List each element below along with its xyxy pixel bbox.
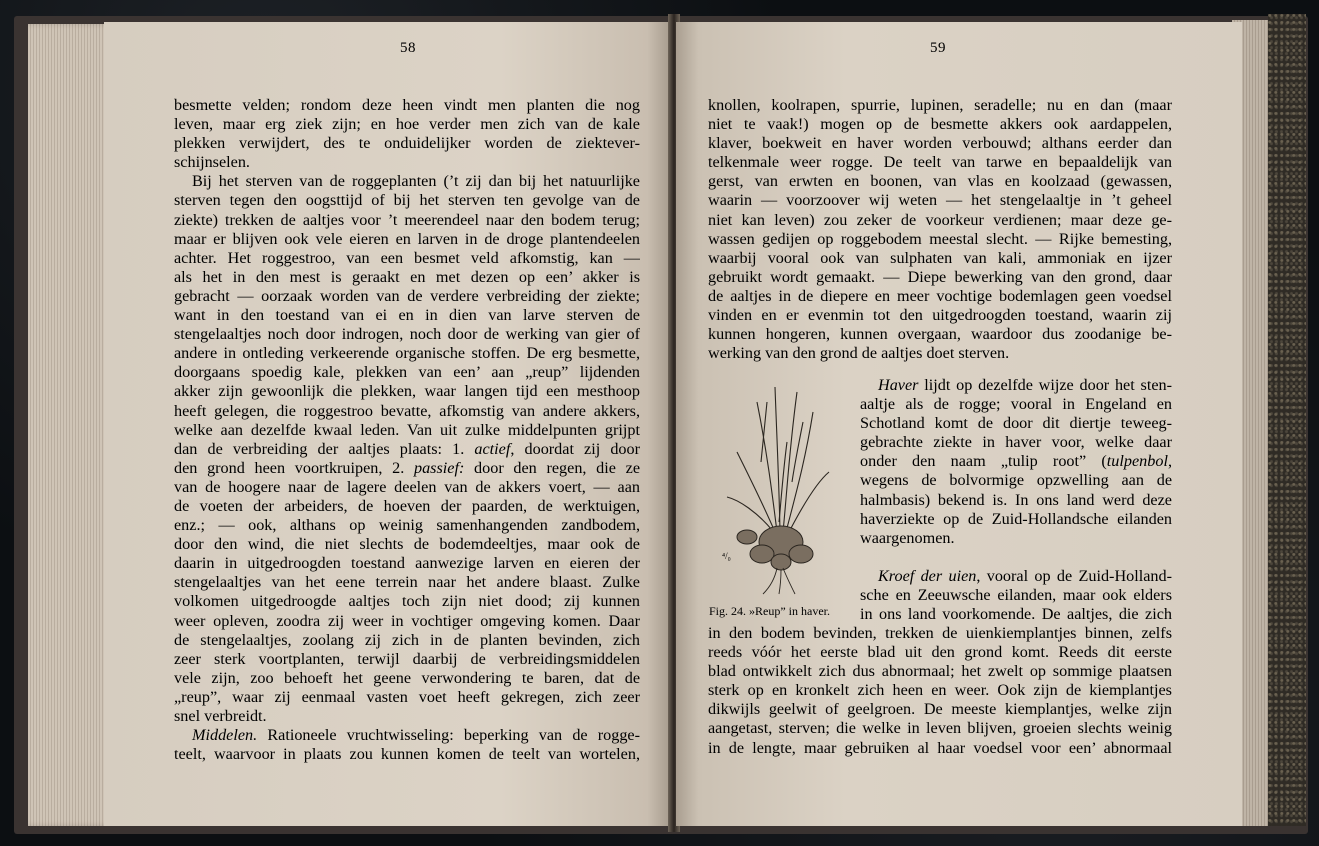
italic-term: Haver <box>878 376 919 394</box>
plant-base <box>737 526 813 570</box>
page-number-right: 59 <box>930 40 946 56</box>
text-line: enz.; — ook, althans op weinig samenhangenden zandbodem, <box>174 516 640 535</box>
kroef-paragraph-start <box>860 567 1172 624</box>
text-line: wassen gedijen op roggebodem meestal slecht. — Rijke bemesting, <box>708 229 1172 248</box>
text-line <box>174 459 640 478</box>
text-line: gebruikt wordt gemaakt. — Diepe bewerking van den grond, daar <box>708 267 1172 286</box>
text-fragment: onder den naam „tulip root” ( <box>860 452 1107 471</box>
text-line: in de lengte, maar gebruiken al haar voedsel voor een’ abnormaal <box>708 738 1172 757</box>
text-fragment: , <box>1167 452 1172 471</box>
text-line: stengelaaltjes noch door indrogen, noch door de werking van gier of <box>174 325 640 344</box>
text-line: werking van den grond de aaltjes doet sterven. <box>708 344 1010 363</box>
page-number-left: 58 <box>400 40 416 56</box>
text-line: ziekte) trekken de aaltjes voor ’t meerendeel naar den bodem terug; <box>174 210 640 229</box>
text-line: aangetast, sterven; die welke in leven blijven, groeien slechts weinig <box>708 719 1172 738</box>
text-line: maar er blijven ook vele eieren en larven in de droge plantendeelen <box>174 229 640 248</box>
kroef-paragraph-rest <box>708 624 1172 758</box>
italic-term: actief <box>474 439 511 458</box>
text-fragment: den grond heen voortkruipen, 2. <box>174 458 405 477</box>
text-fragment: , doordat zij door <box>510 439 640 458</box>
text-line: schijnselen. <box>174 153 250 172</box>
text-line: sterven tegen den oogsttijd of bij het sterven ten gevolge van de <box>174 191 640 210</box>
text-line: waarin — voorzoover wij weten — het stengelaaltje in ’t geheel <box>708 191 1172 210</box>
text-line: wegens de bolvormige opzwelling aan de <box>860 471 1172 490</box>
italic-term: tulpenbol <box>1106 452 1168 471</box>
italic-term: Middelen. <box>192 726 258 745</box>
text-line: aaltje als de rogge; vooral in Engeland en <box>860 395 1172 414</box>
text-line: telkenmale weer rogge. De teelt van tarwe en bepaaldelijk van <box>708 153 1172 172</box>
text-line: kunnen hongeren, kunnen overgaan, waardoor dus zoodanige be- <box>708 325 1172 344</box>
text-fragment: , vooral op de Zuid-Holland- <box>976 567 1172 585</box>
right-page-text-top <box>708 96 1172 363</box>
text-line: welke aan dezelfde kwaal leden. Van uit zulke middelpunten grijpt <box>174 420 640 439</box>
left-page-text <box>174 96 640 764</box>
text-line: sterk op en kronkelt zich heen en weer. Ook zijn de kiemplantjes <box>708 681 1172 700</box>
text-fragment: Rationeele vruchtwisseling: beperking van de rogge- <box>267 726 640 745</box>
text-line <box>860 567 1172 586</box>
text-line: in ons land voorkomende. De aaltjes, die zich <box>860 605 1172 624</box>
text-line: reeds vóór het eerste blad uit den grond komt. Reeds dit eerste <box>708 643 1172 662</box>
text-line: teelt, waarvoor in plaats zou kunnen komen de teelt van wortelen, <box>174 745 640 764</box>
plant-roots <box>763 568 795 594</box>
text-line: knollen, koolrapen, spurrie, lupinen, seradelle; nu en dan (maar <box>708 96 1172 114</box>
text-fragment: door den regen, die ze <box>464 458 640 477</box>
text-line: Schotland komt de door dit diertje teweeg- <box>860 414 1172 433</box>
text-line: achter. Het roggestroo, van een besmet veld afkomstig, kan — <box>174 248 640 267</box>
oat-plant-illustration <box>717 382 849 596</box>
text-line: vele zijn, zoo behoeft het geene verwondering te baren, dat de <box>174 668 640 687</box>
text-line: sche en Zeeuwsche eilanden, maar ook elders <box>860 586 1172 605</box>
text-line: daarin in uitgedroogden toestand aanwezige larven en eieren der <box>174 554 640 573</box>
text-line: waargenomen. <box>860 528 955 547</box>
text-line: gebracht — oorzaak worden van de verdere verbreiding der ziekte; <box>174 286 640 305</box>
marbled-cover-edge <box>1268 14 1306 826</box>
text-line: blad ontwikkelt zich dus abnormaal; het zwelt op sommige plaatsen <box>708 662 1172 681</box>
text-line: snel verbreidt. <box>174 707 267 725</box>
text-line: plekken verwijdert, des te onduidelijker worden de ziektever- <box>174 134 640 153</box>
figure-label: ⁴/₀ <box>722 551 731 561</box>
text-line <box>860 376 1172 395</box>
text-line: „reup”, waar zij eenmaal vasten voet heeft gekregen, zich zeer <box>174 687 640 706</box>
haver-paragraph <box>860 376 1172 548</box>
text-line: halmbasis) bekend is. In ons land werd deze <box>860 490 1172 509</box>
text-line: als het in den mest is geraakt en met dezen op een’ akker is <box>174 267 640 286</box>
text-line: doorgaans spoedig kale, plekken van een’ aan „reup” lijdenden <box>174 363 640 382</box>
text-line: andere in ontleding verkeerende organische stoffen. De erg besmette, <box>174 344 640 363</box>
text-line: gebrachte ziekte in haver voor, welke daar <box>860 433 1172 452</box>
text-line <box>860 452 1172 471</box>
text-line: niet kan leven) zou zeker de voorkeur verdienen; maar deze ge- <box>708 210 1172 229</box>
text-fragment: lijdt op dezelfde wijze door het sten- <box>918 376 1172 394</box>
text-line: want in den toestand van ei en in dien van larve sterven de <box>174 306 640 325</box>
text-line: Bij het sterven van de roggeplanten (’t zij dan bij het natuurlijke <box>192 172 640 191</box>
text-line: door den wind, die niet slechts de bodemdeeltjes, maar ook de <box>174 535 640 554</box>
text-line: de voeten der arbeiders, de hoeven der paarden, de werktuigen, <box>174 496 640 515</box>
text-line <box>174 440 640 459</box>
text-line: waarbij vooral ook van sulphaten van kali, ammoniak en ijzer <box>708 248 1172 267</box>
text-line <box>174 726 640 745</box>
text-line: gerst, van erwten en boonen, van vlas en koolzaad (gewassen, <box>708 172 1172 191</box>
text-line: besmette velden; rondom deze heen vindt men planten die nog <box>174 96 640 114</box>
figure-caption: Fig. 24. »Reup” in haver. <box>709 604 830 618</box>
text-line: weer opleven, zoodra zij weer in vochtiger omgeving komen. Daar <box>174 611 640 630</box>
text-line: akker zijn gewoonlijk die plekken, waar langen tijd een mesthoop <box>174 382 640 401</box>
text-line: klaver, boekweit en haver worden verbouwd; althans eerder dan <box>708 134 1172 153</box>
italic-term: passief: <box>413 458 465 477</box>
text-line: van de hoogere naar de lagere deelen van de akkers voert, — aan <box>174 477 640 496</box>
plant-leaves <box>727 387 829 532</box>
text-line: niet te vaak!) mogen op de besmette akkers ook aardappelen, <box>708 115 1172 134</box>
text-line: dikwijls geelwit of geelgroen. De meeste kiemplantjes, welke zijn <box>708 700 1172 719</box>
text-line: de aaltjes in de diepere en meer vochtige bodemlagen geen voedsel <box>708 286 1172 305</box>
text-line: vinden en er evenmin tot den uitgedroogden toestand, waarin zij <box>708 306 1172 325</box>
text-line: zeer sterk voortplanten, terwijl daarbij de verbreidingsmiddelen <box>174 649 640 668</box>
text-fragment: dan de verbreiding der aaltjes plaats: 1. <box>174 439 465 458</box>
text-line: volkomen uitgedroogde aaltjes toch zijn niet dood; zij kunnen <box>174 592 640 611</box>
text-line: leven, maar erg ziek zijn; en hoe verder men zich van de kale <box>174 115 640 134</box>
text-line: in den bodem bevinden, trekken de uienkiemplantjes binnen, zelfs <box>708 624 1172 642</box>
text-line: stengelaaltjes van het eene terrein naar het andere blaast. Zulke <box>174 573 640 592</box>
italic-term: Kroef der uien <box>878 567 977 585</box>
text-line: de stengelaaltjes, zoolang zij zich in de planten bevinden, zich <box>174 630 640 649</box>
text-line: heeft gelegen, die roggestroo bevatte, afkomstig van andere akkers, <box>174 401 640 420</box>
text-line: haverziekte op de Zuid-Hollandsche eilanden <box>860 509 1172 528</box>
